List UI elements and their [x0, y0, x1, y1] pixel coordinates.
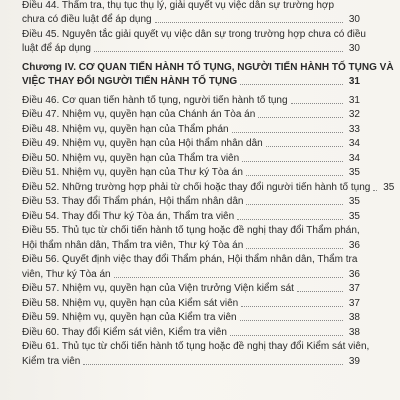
- toc-entry-text: Điều 56. Quyết định việc thay đổi Thẩm phán, Hội thẩm nhân dân, Thẩm tra: [22, 254, 358, 265]
- dot-leader: [94, 51, 343, 52]
- toc-page-number: 31: [348, 94, 360, 106]
- toc-page-number: 35: [348, 167, 360, 178]
- toc-entry-text: Điều 45. Nguyên tắc giải quyết vụ việc dân sự trong trường hợp chưa có điều: [22, 28, 366, 40]
- toc-page-number: 35: [348, 196, 360, 207]
- toc-entry-line: [22, 41, 360, 56]
- toc-entry-text: Điều 48. Nhiệm vụ, quyền hạn của Thẩm phán: [22, 123, 229, 135]
- toc-page-number: 35: [348, 210, 360, 222]
- toc-entry-text: viên, Thư ký Tòa án: [22, 268, 111, 280]
- dot-leader: [246, 204, 343, 205]
- toc-entry-text: Điều 58. Nhiệm vụ, quyền hạn của Kiểm sát viên: [22, 297, 239, 309]
- toc-entry-line: [22, 310, 360, 325]
- toc-entry-text: Kiểm tra viên: [22, 355, 81, 367]
- toc-page-number: 30: [348, 43, 360, 54]
- toc-entry-text: Chương IV. CƠ QUAN TIẾN HÀNH TỐ TỤNG, NGƯỜI TIẾN HÀNH TỐ TỤNG VÀ: [22, 61, 394, 73]
- toc-entry-text: Điều 60. Thay đổi Kiểm sát viên, Kiểm tra viên: [22, 326, 227, 338]
- dot-leader: [373, 190, 377, 191]
- dot-leader: [266, 146, 343, 147]
- toc-page-number: 31: [348, 76, 360, 87]
- dot-leader: [258, 117, 343, 118]
- toc-entry-line: [22, 136, 360, 151]
- toc-entry-line: [22, 12, 360, 27]
- toc-entry-text: Hội thẩm nhân dân, Thẩm tra viên, Thư ký Tòa án: [22, 239, 244, 251]
- dot-leader: [246, 175, 343, 176]
- toc-entry-text: Điều 44. Thẩm tra, thụ tục thụ lý, giải quyết vụ việc dân sự trường hợp: [22, 0, 335, 11]
- toc-page-number: 37: [348, 283, 360, 294]
- toc-entry-line: [22, 179, 395, 194]
- toc-entry-text: Điều 49. Nhiệm vụ, quyền hạn của Hội thẩm nhân dân: [22, 138, 263, 149]
- toc-entry-text: Điều 57. Nhiệm vụ, quyền hạn của Viện trưởng Viện kiểm sát: [22, 283, 294, 294]
- dot-leader: [297, 291, 343, 292]
- toc-entry-line: [22, 165, 360, 180]
- toc-entry-text: chưa có điều luật để áp dụng: [22, 14, 152, 25]
- toc-entry-text: Điều 61. Thủ tục từ chối tiến hành tố tụng hoặc đề nghị thay đổi Kiểm sát viên,: [22, 341, 370, 352]
- toc-entry-text: Điều 47. Nhiệm vụ, quyền hạn của Chánh án Tòa án: [22, 109, 256, 120]
- dot-leader: [291, 103, 343, 104]
- dot-leader: [232, 132, 343, 133]
- dot-leader: [230, 335, 343, 336]
- toc-entry-line: [22, 281, 360, 296]
- toc-entry-line: [22, 237, 360, 252]
- toc-entry-text: Điều 59. Nhiệm vụ, quyền hạn của Kiểm tra viên: [22, 312, 237, 323]
- toc-page-number: 38: [348, 326, 360, 338]
- toc-entry-line: [22, 339, 370, 354]
- toc-page-number: 37: [348, 297, 360, 309]
- toc-page-number: 34: [348, 138, 360, 149]
- dot-leader: [246, 248, 343, 249]
- dot-leader: [240, 320, 343, 321]
- toc-page-number: 34: [348, 152, 360, 164]
- toc-entry-text: Điều 50. Nhiệm vụ, quyền hạn của Thẩm tra viên: [22, 152, 240, 164]
- toc-entry-text: Điều 46. Cơ quan tiến hành tố tụng, người tiến hành tố tụng: [22, 94, 288, 106]
- toc-entry-text: Điều 55. Thủ tục từ chối tiến hành tố tụng hoặc đề nghị thay đổi Thẩm phán,: [22, 225, 360, 236]
- toc-entry-line: [22, 324, 360, 339]
- table-of-contents: [22, 0, 395, 368]
- toc-entry-text: luật để áp dụng: [22, 43, 91, 54]
- dot-leader: [241, 306, 343, 307]
- toc-page-number: 35: [383, 181, 395, 193]
- dot-leader: [240, 84, 343, 85]
- toc-entry-line: [22, 252, 360, 267]
- toc-entry-line: [22, 92, 360, 107]
- dot-leader: [237, 219, 343, 220]
- dot-leader: [83, 364, 343, 365]
- toc-entry-line: [22, 150, 360, 165]
- toc-entry-line: [22, 223, 360, 238]
- toc-page-number: 30: [348, 14, 360, 25]
- toc-page-number: 36: [348, 268, 360, 280]
- toc-entry-line: [22, 0, 360, 12]
- toc-page-number: 33: [348, 123, 360, 135]
- toc-page-number: 36: [348, 239, 360, 251]
- toc-entry-line: [22, 194, 360, 209]
- toc-entry-line: [22, 107, 360, 122]
- toc-entry-text: Điều 53. Thay đổi Thẩm phán, Hội thẩm nhân dân: [22, 196, 244, 207]
- chapter-heading-line: [22, 59, 394, 74]
- toc-page-number: 39: [348, 355, 360, 367]
- toc-entry-line: [22, 26, 366, 41]
- toc-entry-line: [22, 295, 360, 310]
- chapter-heading-line: [22, 74, 360, 89]
- toc-entry-line: [22, 266, 360, 281]
- toc-entry-line: [22, 121, 360, 136]
- toc-entry-line: [22, 208, 360, 223]
- toc-entry-text: Điều 52. Những trường hợp phải từ chối hoặc thay đổi người tiến hành tố tụng: [22, 181, 371, 193]
- dot-leader: [155, 22, 343, 23]
- dot-leader: [114, 277, 343, 278]
- toc-entry-text: Điều 54. Thay đổi Thư ký Tòa án, Thẩm tra viên: [22, 210, 235, 222]
- toc-entry-text: Điều 51. Nhiệm vụ, quyền hạn của Thư ký Tòa án: [22, 167, 243, 178]
- toc-page-number: 38: [348, 312, 360, 323]
- toc-entry-line: [22, 353, 360, 368]
- dot-leader: [242, 161, 343, 162]
- toc-page-number: 32: [348, 109, 360, 120]
- toc-entry-text: VIỆC THAY ĐỔI NGƯỜI TIẾN HÀNH TỐ TỤNG: [22, 76, 238, 87]
